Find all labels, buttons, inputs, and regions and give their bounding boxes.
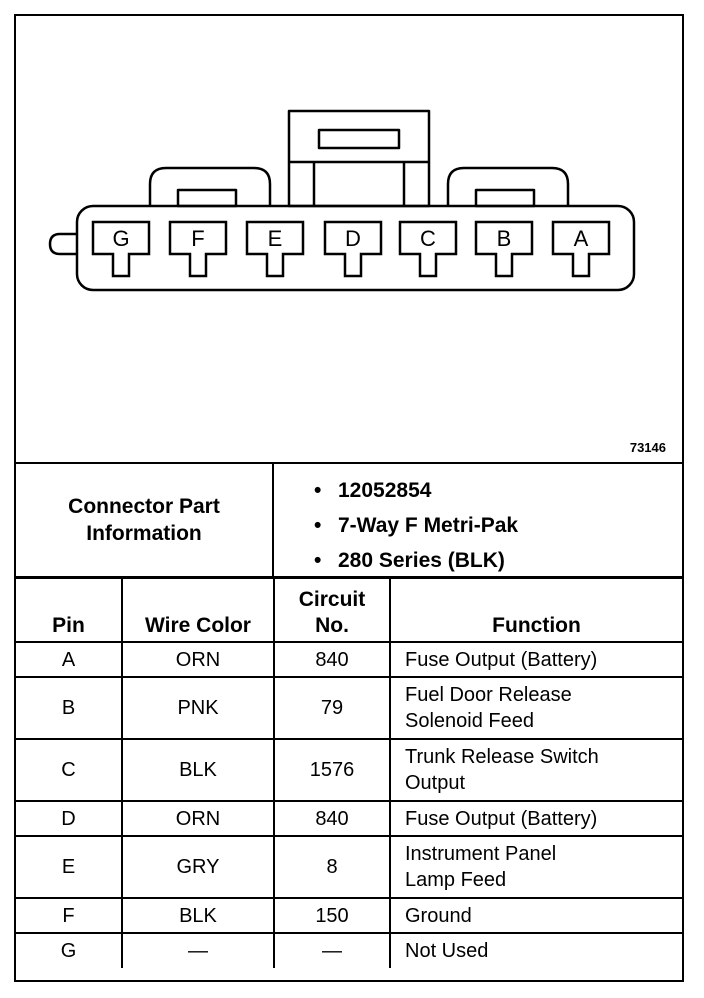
function-cell (390, 739, 682, 801)
connector-type: 7-Way F Metri-Pak (338, 514, 519, 537)
function-line2: Solenoid Feed (405, 710, 534, 732)
pin-header: Pin (16, 578, 122, 642)
connector-type-line (274, 511, 682, 546)
left-lock-tab (150, 168, 270, 206)
connector-drawing (16, 16, 686, 464)
circuit-cell: 150 (274, 898, 390, 933)
function-line1: Fuse Output (Battery) (405, 807, 598, 830)
cavity-label: F (191, 226, 205, 251)
cavity-e (247, 222, 303, 276)
function-line2: Lamp Feed (405, 869, 507, 891)
left-lock-window (178, 190, 236, 206)
pin-cell: A (16, 642, 122, 677)
wire-color-cell: PNK (122, 677, 274, 739)
function-cell (390, 836, 682, 898)
table-row (16, 836, 682, 898)
function-line1: Instrument Panel (405, 843, 557, 865)
circuit-cell: 8 (274, 836, 390, 898)
pin-cell: B (16, 677, 122, 739)
wire-color-cell: BLK (122, 898, 274, 933)
part-info-label-line2: Information (86, 522, 202, 545)
circuit-cell: 79 (274, 677, 390, 739)
cavity-g (93, 222, 149, 276)
function-cell (390, 642, 682, 677)
bullet: • (314, 479, 322, 502)
circuit-cell: 1576 (274, 739, 390, 801)
table-row (16, 739, 682, 801)
function-cell (390, 933, 682, 968)
cavity-b (476, 222, 532, 276)
connector-left-nub (50, 234, 77, 254)
pin-cell: D (16, 801, 122, 836)
connector-series: 280 Series (BLK) (338, 549, 505, 572)
function-line1: Ground (405, 904, 472, 927)
cavity-label: G (112, 226, 130, 251)
figure-number: 73146 (629, 440, 666, 455)
center-latch-slot (319, 130, 399, 148)
part-number: 12052854 (338, 479, 432, 502)
cavity-label: D (345, 226, 361, 251)
pin-cell: C (16, 739, 122, 801)
table-row (16, 898, 682, 933)
pin-table-header (16, 578, 682, 642)
circuit-header: Circuit No. (274, 578, 390, 642)
cavity-a (553, 222, 609, 276)
function-line1: Fuel Door Release (405, 684, 572, 706)
connector-part-info (16, 462, 682, 578)
function-line1: Fuse Output (Battery) (405, 648, 598, 671)
right-lock-tab (448, 168, 568, 206)
circuit-cell: 840 (274, 642, 390, 677)
table-row (16, 677, 682, 739)
function-line1: Trunk Release Switch (405, 746, 599, 768)
function-line2: Output (405, 772, 466, 794)
function-cell (390, 677, 682, 739)
cavity-label: C (420, 226, 436, 251)
table-row (16, 933, 682, 968)
cavity-c (400, 222, 456, 276)
bullet: • (314, 514, 322, 537)
center-latch (289, 111, 429, 206)
pin-cell: G (16, 933, 122, 968)
wire-color-cell: — (122, 933, 274, 968)
table-row (16, 642, 682, 677)
pin-table (16, 577, 682, 968)
cavity-label: E (267, 226, 283, 251)
function-header: Function (390, 578, 682, 642)
function-cell (390, 898, 682, 933)
function-cell (390, 801, 682, 836)
circuit-cell: — (274, 933, 390, 968)
connector-page (14, 14, 684, 982)
wire-color-cell: GRY (122, 836, 274, 898)
pin-cell: E (16, 836, 122, 898)
pin-cell: F (16, 898, 122, 933)
bullet: • (314, 549, 322, 572)
part-info-details (274, 464, 682, 576)
wire-color-cell: ORN (122, 642, 274, 677)
part-info-label (16, 464, 274, 576)
cavity-d (325, 222, 381, 276)
connector-series-line (274, 546, 682, 581)
circuit-cell: 840 (274, 801, 390, 836)
table-row (16, 801, 682, 836)
right-lock-window (476, 190, 534, 206)
cavity-label: B (496, 226, 512, 251)
function-line1: Not Used (405, 940, 489, 962)
cavity-f (170, 222, 226, 276)
wire-color-cell: BLK (122, 739, 274, 801)
wire-color-header: Wire Color (122, 578, 274, 642)
cavity-label: A (573, 226, 589, 251)
wire-color-cell: ORN (122, 801, 274, 836)
part-info-label-line1: Connector Part (68, 495, 220, 518)
part-number-line (274, 476, 682, 511)
